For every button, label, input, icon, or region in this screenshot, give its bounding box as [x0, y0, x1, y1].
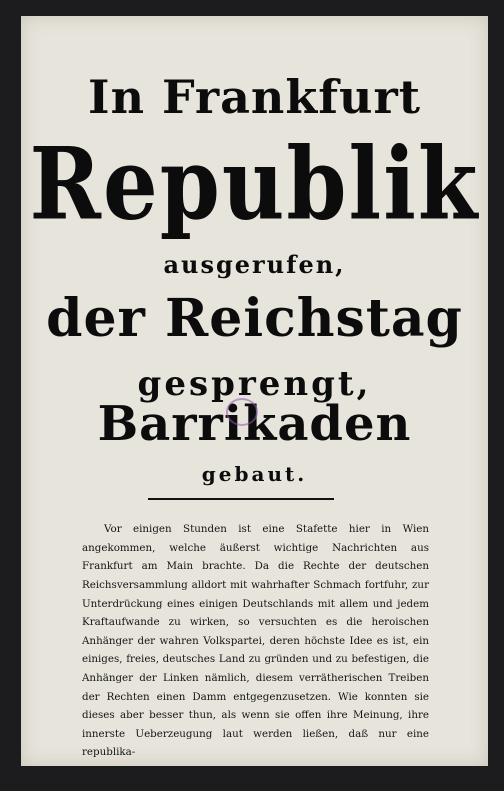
headline-line-2: Republik [29, 126, 480, 243]
headline-line-6: Barrikaden [97, 396, 412, 452]
headline-line-1: In Frankfurt [88, 70, 421, 124]
divider-rule [148, 498, 334, 500]
broadside-sheet [21, 16, 488, 766]
body-paragraph: Vor einigen Stunden ist eine Stafette hier in Wien angekommen, welche äußerst wichtige Nachrichten aus Frankfurt am Main brachte. Da die Rechte der deutschen Reichsversammlung alldort mit wahrhafter Schmach fortfuhr, zur Unterdrückung eines einigen Deutschlands mit allem und jedem Kraftaufwande zu wirken, so versuchten es die heroischen Anhänger der wahren Volkspartei, deren höchste Idee es ist, ein einiges, freies, deutsches Land zu gründen und zu befestigen, die Anhänger der Linken nämlich, diesem verrätherischen Treiben der Rechten einen Damm entgegenzusetzen. Wie konnten sie dieses aber besser thun, als wenn sie offen ihre Meinung, ihre innerste Ueberzeugung laut werden ließen, daß nur eine republika- [82, 523, 429, 759]
headline-line-7: gebaut. [201, 462, 308, 486]
headline-line-3: ausgerufen, [163, 250, 346, 279]
headline-line-5: gesprengt, [137, 364, 372, 404]
headline-line-4: der Reichstag [46, 288, 463, 349]
library-stamp [226, 398, 258, 426]
